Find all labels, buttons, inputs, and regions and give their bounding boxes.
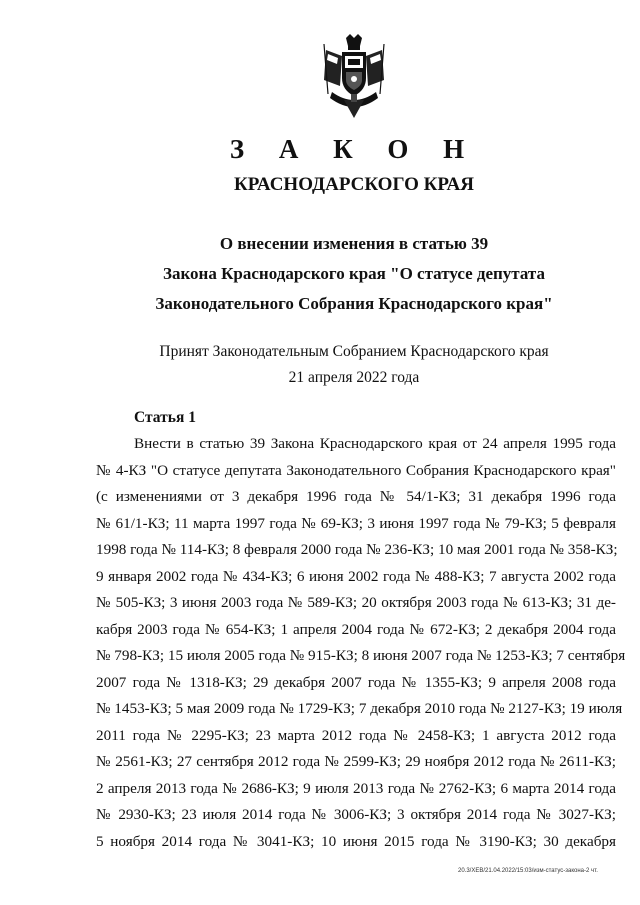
body-line: № 798-КЗ; 15 июля 2005 года № 915-КЗ; 8 июня 2007 года № 1253-КЗ; 7 сентября <box>96 647 626 664</box>
body-line: 1998 года № 114-КЗ; 8 февраля 2000 года № 236-КЗ; 10 мая 2001 года № 358-КЗ; <box>96 541 618 558</box>
body-line: № 61/1-КЗ; 11 марта 1997 года № 69-КЗ; 3 июня 1997 года № 79-КЗ; 5 февраля <box>96 514 616 532</box>
adoption-date: 21 апреля 2022 года <box>288 369 420 386</box>
heading-line: О внесении изменения в статью 39 <box>219 234 489 253</box>
law-heading <box>0 229 640 319</box>
body-line: (с изменениями от 3 декабря 1996 года № 54/1-КЗ; 31 декабря 1996 года <box>96 488 616 505</box>
body-line: № 505-КЗ; 3 июня 2003 года № 589-КЗ; 20 октября 2003 года № 613-КЗ; 31 де- <box>96 594 616 611</box>
body-line: № 2930-КЗ; 23 июля 2014 года № 3006-КЗ; 3 октября 2014 года № 3027-КЗ; <box>96 806 616 823</box>
adoption-note <box>0 339 640 391</box>
law-subtitle: КРАСНОДАРСКОГО КРАЯ <box>233 174 475 195</box>
body-line: № 2561-КЗ; 27 сентября 2012 года № 2599-КЗ; 29 ноября 2012 года № 2611-КЗ; <box>96 753 616 770</box>
body-line: 5 ноября 2014 года № 3041-КЗ; 10 июня 2015 года № 3190-КЗ; 30 декабря <box>96 832 616 850</box>
body-line: 9 января 2002 года № 434-КЗ; 6 июня 2002 года № 488-КЗ; 7 августа 2002 года <box>96 567 616 585</box>
body-line: кабря 2003 года № 654-КЗ; 1 апреля 2004 года № 672-КЗ; 2 декабря 2004 года <box>96 620 616 638</box>
coat-of-arms-emblem <box>318 34 390 118</box>
article-title: Статья 1 <box>134 409 196 426</box>
body-line: № 1453-КЗ; 5 мая 2009 года № 1729-КЗ; 7 декабря 2010 года № 2127-КЗ; 19 июля <box>96 700 623 717</box>
heading-line: Закона Краснодарского края "О статусе депутата <box>163 264 545 283</box>
body-line: 2011 года № 2295-КЗ; 23 марта 2012 года № 2458-КЗ; 1 августа 2012 года <box>96 726 616 744</box>
body-line: 2007 года № 1318-КЗ; 29 декабря 2007 года № 1355-КЗ; 9 апреля 2008 года <box>96 673 616 691</box>
law-title: З А К О Н <box>229 134 479 164</box>
body-line: Внести в статью 39 Закона Краснодарского края от 24 апреля 1995 года <box>134 435 616 452</box>
footer-document-code: 20.3/ХЕВ/21.04.2022/15:03/изм-статус-закона-2 чт. <box>458 868 598 874</box>
article-body <box>96 431 626 855</box>
body-line: № 4-КЗ "О статусе депутата Законодательного Собрания Краснодарского края" <box>96 461 616 479</box>
adoption-line: Принят Законодательным Собранием Краснодарского края <box>159 343 549 360</box>
body-line: 2 апреля 2013 года № 2686-КЗ; 9 июля 2013 года № 2762-КЗ; 6 марта 2014 года <box>96 779 616 797</box>
heading-line: Законодательного Собрания Краснодарского края" <box>155 294 553 313</box>
